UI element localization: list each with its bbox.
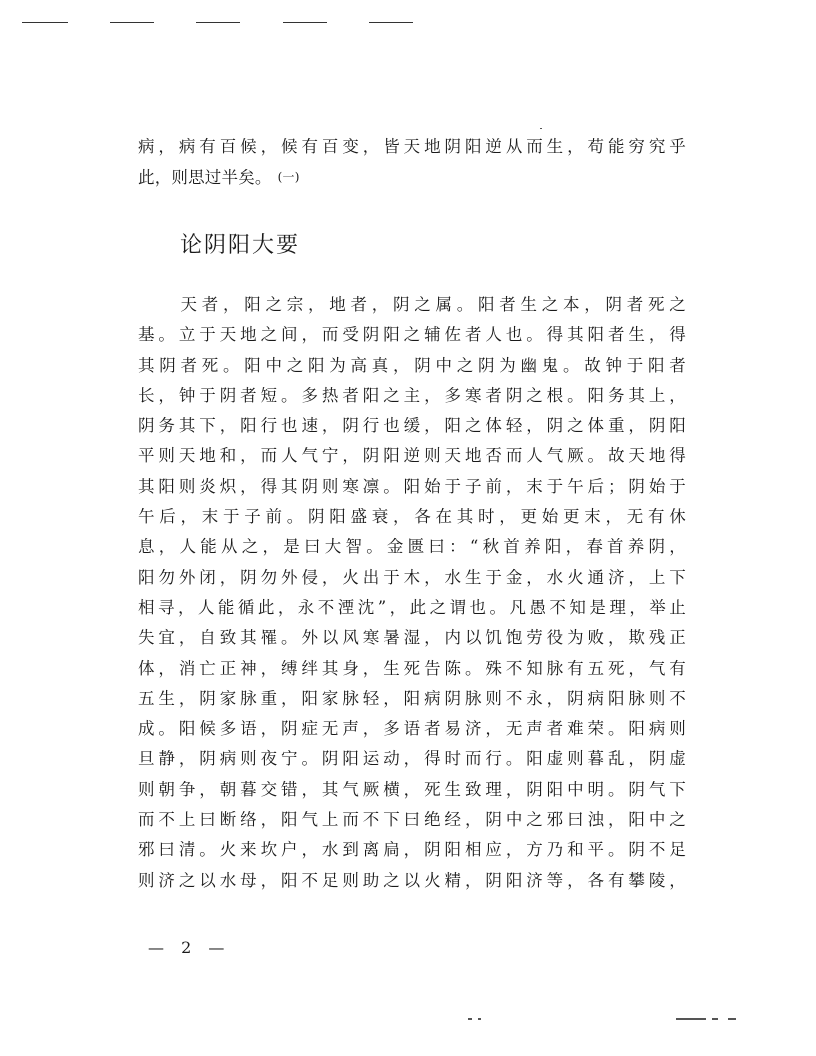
text-line: 其阳则炎炽，得其阴则寒凛。阳始于子前，末于午后；阴始于	[138, 476, 686, 496]
text-line: 其阴者死。阳中之阳为高真，阴中之阴为幽鬼。故钟于阳者	[138, 355, 686, 375]
text-line: 体，消亡正神，缚绊其身，生死告陈。殊不知脉有五死，气有	[138, 658, 686, 678]
header-rule	[110, 22, 154, 23]
text-line: 成。阳候多语，阴症无声，多语者易济，无声者难荣。阳病则	[138, 719, 686, 739]
header-rule	[283, 22, 327, 23]
scan-speck	[468, 1018, 472, 1020]
text-line: 阳勿外闭，阴勿外侵，火出于木，水生于金，水火通济，上下	[138, 567, 686, 587]
text-line: 阴务其下，阳行也速，阴行也缓，阳之体轻，阴之体重，阴阳	[138, 416, 686, 436]
intro-paragraph	[138, 132, 686, 194]
text-line: 长，钟于阴者短。多热者阳之主，多寒者阴之根。阳务其上，	[138, 385, 686, 405]
text-line: 旦静，阴病则夜宁。阴阳运动，得时而行。阳虚则暮乱，阴虚	[138, 749, 686, 769]
text-line: 午后，末于子前。阴阳盛衰，各在其时，更始更末，无有休	[138, 507, 686, 527]
body-paragraph	[138, 290, 686, 896]
text-line: 基。立于天地之间，而受阴阳之辅佐者人也。得其阳者生，得	[138, 325, 686, 345]
text-line: 而不上曰断络，阳气上而不下曰绝经，阴中之邪曰浊，阳中之	[138, 810, 686, 830]
text-line: 失宜，自致其罹。外以风寒暑湿，内以饥饱劳役为败，欺残正	[138, 628, 686, 648]
text-line: 天者，阳之宗，地者，阴之属。阳者生之本，阴者死之	[138, 295, 686, 314]
text-line: 五生，阴家脉重，阳家脉轻，阳病阴脉则不永，阴病阳脉则不	[138, 688, 686, 708]
section-title: 论阴阳大要	[180, 233, 301, 258]
text-line	[138, 162, 686, 193]
text-line: 平则天地和，而人气宁，阴阳逆则天地否而人气厥。故天地得	[138, 446, 686, 466]
text-line: 息，人能从之，是曰大智。金匮曰：“秋首养阳，春首养阴，	[138, 537, 686, 557]
header-rule	[22, 22, 68, 23]
text-line-content: 此，则思过半矣。	[138, 168, 272, 188]
scan-speck	[540, 128, 542, 129]
text-line: 则济之以水母，阳不足则助之以火精，阴阳济等，各有攀陵，	[138, 870, 686, 890]
footnote-marker: (一)	[277, 170, 300, 185]
scan-speck	[478, 1018, 481, 1020]
text-line: 则朝争，朝暮交错，其气厥横，死生致理，阴阳中明。阴气下	[138, 779, 686, 799]
scan-speck	[712, 1018, 718, 1020]
header-rule	[196, 22, 240, 23]
scan-speck	[676, 1018, 706, 1020]
text-line: 邪曰清。火来坎户，水到离扃，阴阳相应，方乃和平。阴不足	[138, 840, 686, 860]
text-line: 相寻，人能循此，永不湮沈”，此之谓也。凡愚不知是理，举止	[138, 597, 686, 617]
page-number: — 2 —	[148, 938, 231, 957]
text-line: 病，病有百候，候有百变，皆天地阴阳逆从而生，苟能穷究乎	[138, 137, 686, 156]
header-rule	[369, 22, 413, 23]
scan-speck	[728, 1018, 736, 1020]
